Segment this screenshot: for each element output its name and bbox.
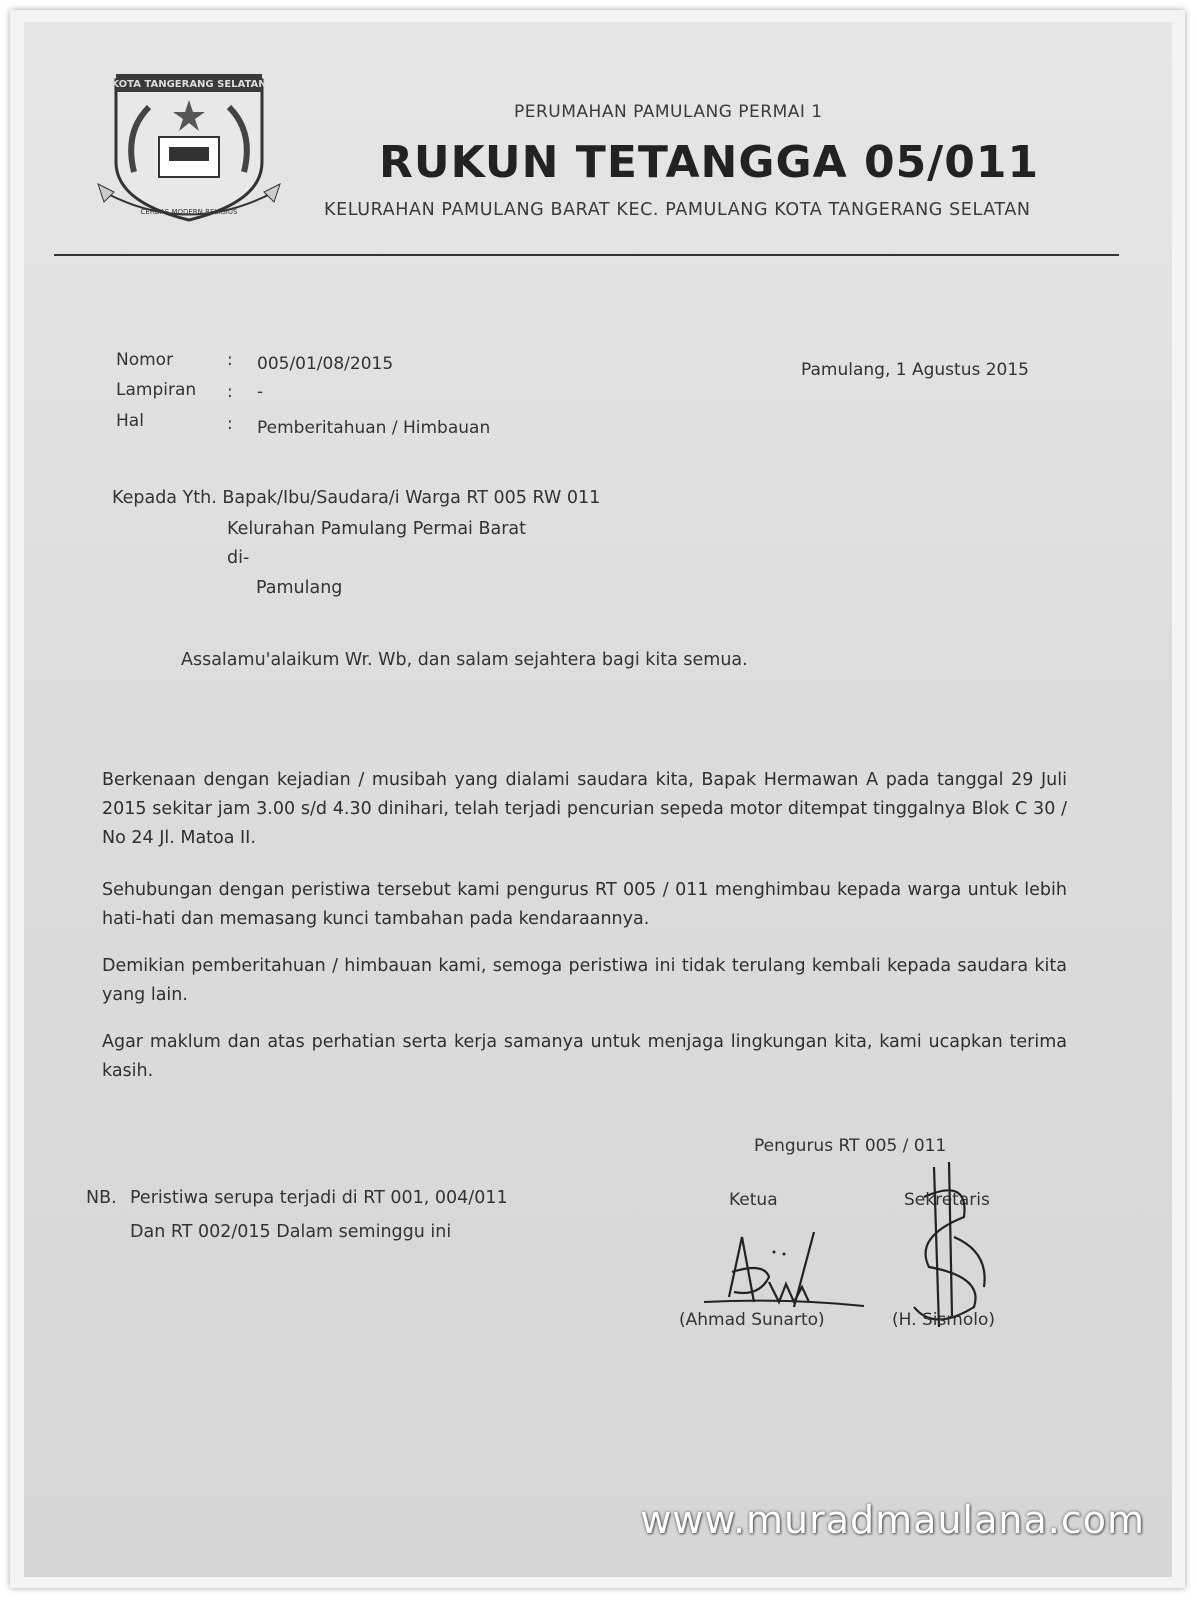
ketua-name: (Ahmad Sunarto) [679, 1310, 825, 1330]
date-line: Pamulang, 1 Agustus 2015 [801, 360, 1029, 380]
seal-text: KOTA TANGERANG SELATAN [111, 79, 267, 90]
watermark-url: www.muradmaulana.com [640, 1498, 1145, 1542]
body-paragraph-1: Berkenaan dengan kejadian / musibah yang dialami saudara kita, Bapak Hermawan A pada tanggal 29 Juli 2015 sekitar jam 3.00 s/d 4.30 dinihari, telah terjadi pencurian sepeda motor ditempat tinggalnya Blok C 30 / No 24 Jl. Matoa II. [102, 769, 1067, 848]
sekretaris-name: (H. Sismolo) [892, 1310, 996, 1330]
lampiran-colon: : [227, 382, 233, 402]
body-paragraph-3: Demikian pemberitahuan / himbauan kami, semoga peristiwa ini tidak terulang kembali kepada saudara kita yang lain. [102, 955, 1067, 1005]
greeting: Assalamu'alaikum Wr. Wb, dan salam sejahtera bagi kita semua. [181, 650, 748, 670]
seal-motto: CERDAS MODERN RELIGIUS [140, 208, 238, 216]
letter-paper [24, 22, 1172, 1577]
address-line-3: di- [227, 548, 250, 568]
body-paragraph-2: Sehubungan dengan peristiwa tersebut kami pengurus RT 005 / 011 menghimbau kepada warga untuk lebih hati-hati dan memasang kunci tambahan pada kendaraannya. [102, 879, 1067, 929]
ketua-role: Ketua [729, 1190, 778, 1210]
letterhead-top-line: PERUMAHAN PAMULANG PERMAI 1 [514, 102, 823, 122]
lampiran-value: - [257, 382, 264, 402]
hal-colon: : [227, 414, 233, 434]
nomor-colon: : [227, 350, 233, 370]
city-seal-logo [94, 52, 284, 227]
nomor-value: 005/01/08/2015 [257, 354, 394, 374]
nomor-label: Nomor [116, 350, 174, 370]
nb-line-2: Dan RT 002/015 Dalam seminggu ini [130, 1222, 452, 1242]
hal-label: Hal [116, 411, 144, 431]
nb-label: NB. [86, 1188, 117, 1208]
address-line-4: Pamulang [256, 578, 343, 598]
letterhead-subtitle: KELURAHAN PAMULANG BARAT KEC. PAMULANG KOTA TANGERANG SELATAN [324, 200, 1031, 220]
letterhead-divider [54, 254, 1119, 256]
lampiran-label: Lampiran [116, 380, 197, 400]
letterhead-title: RUKUN TETANGGA 05/011 [379, 137, 1040, 188]
signature-organization: Pengurus RT 005 / 011 [754, 1136, 947, 1156]
body-paragraph-4: Agar maklum dan atas perhatian serta kerja samanya untuk menjaga lingkungan kita, kami ucapkan terima kasih. [102, 1031, 1067, 1081]
photo-frame [10, 10, 1185, 1588]
address-line-1: Kepada Yth. Bapak/Ibu/Saudara/i Warga RT 005 RW 011 [112, 488, 601, 508]
sekretaris-role: Sekretaris [904, 1190, 990, 1210]
address-line-2: Kelurahan Pamulang Permai Barat [227, 519, 526, 539]
hal-value: Pemberitahuan / Himbauan [257, 418, 491, 438]
nb-line-1: Peristiwa serupa terjadi di RT 001, 004/011 [130, 1188, 508, 1208]
